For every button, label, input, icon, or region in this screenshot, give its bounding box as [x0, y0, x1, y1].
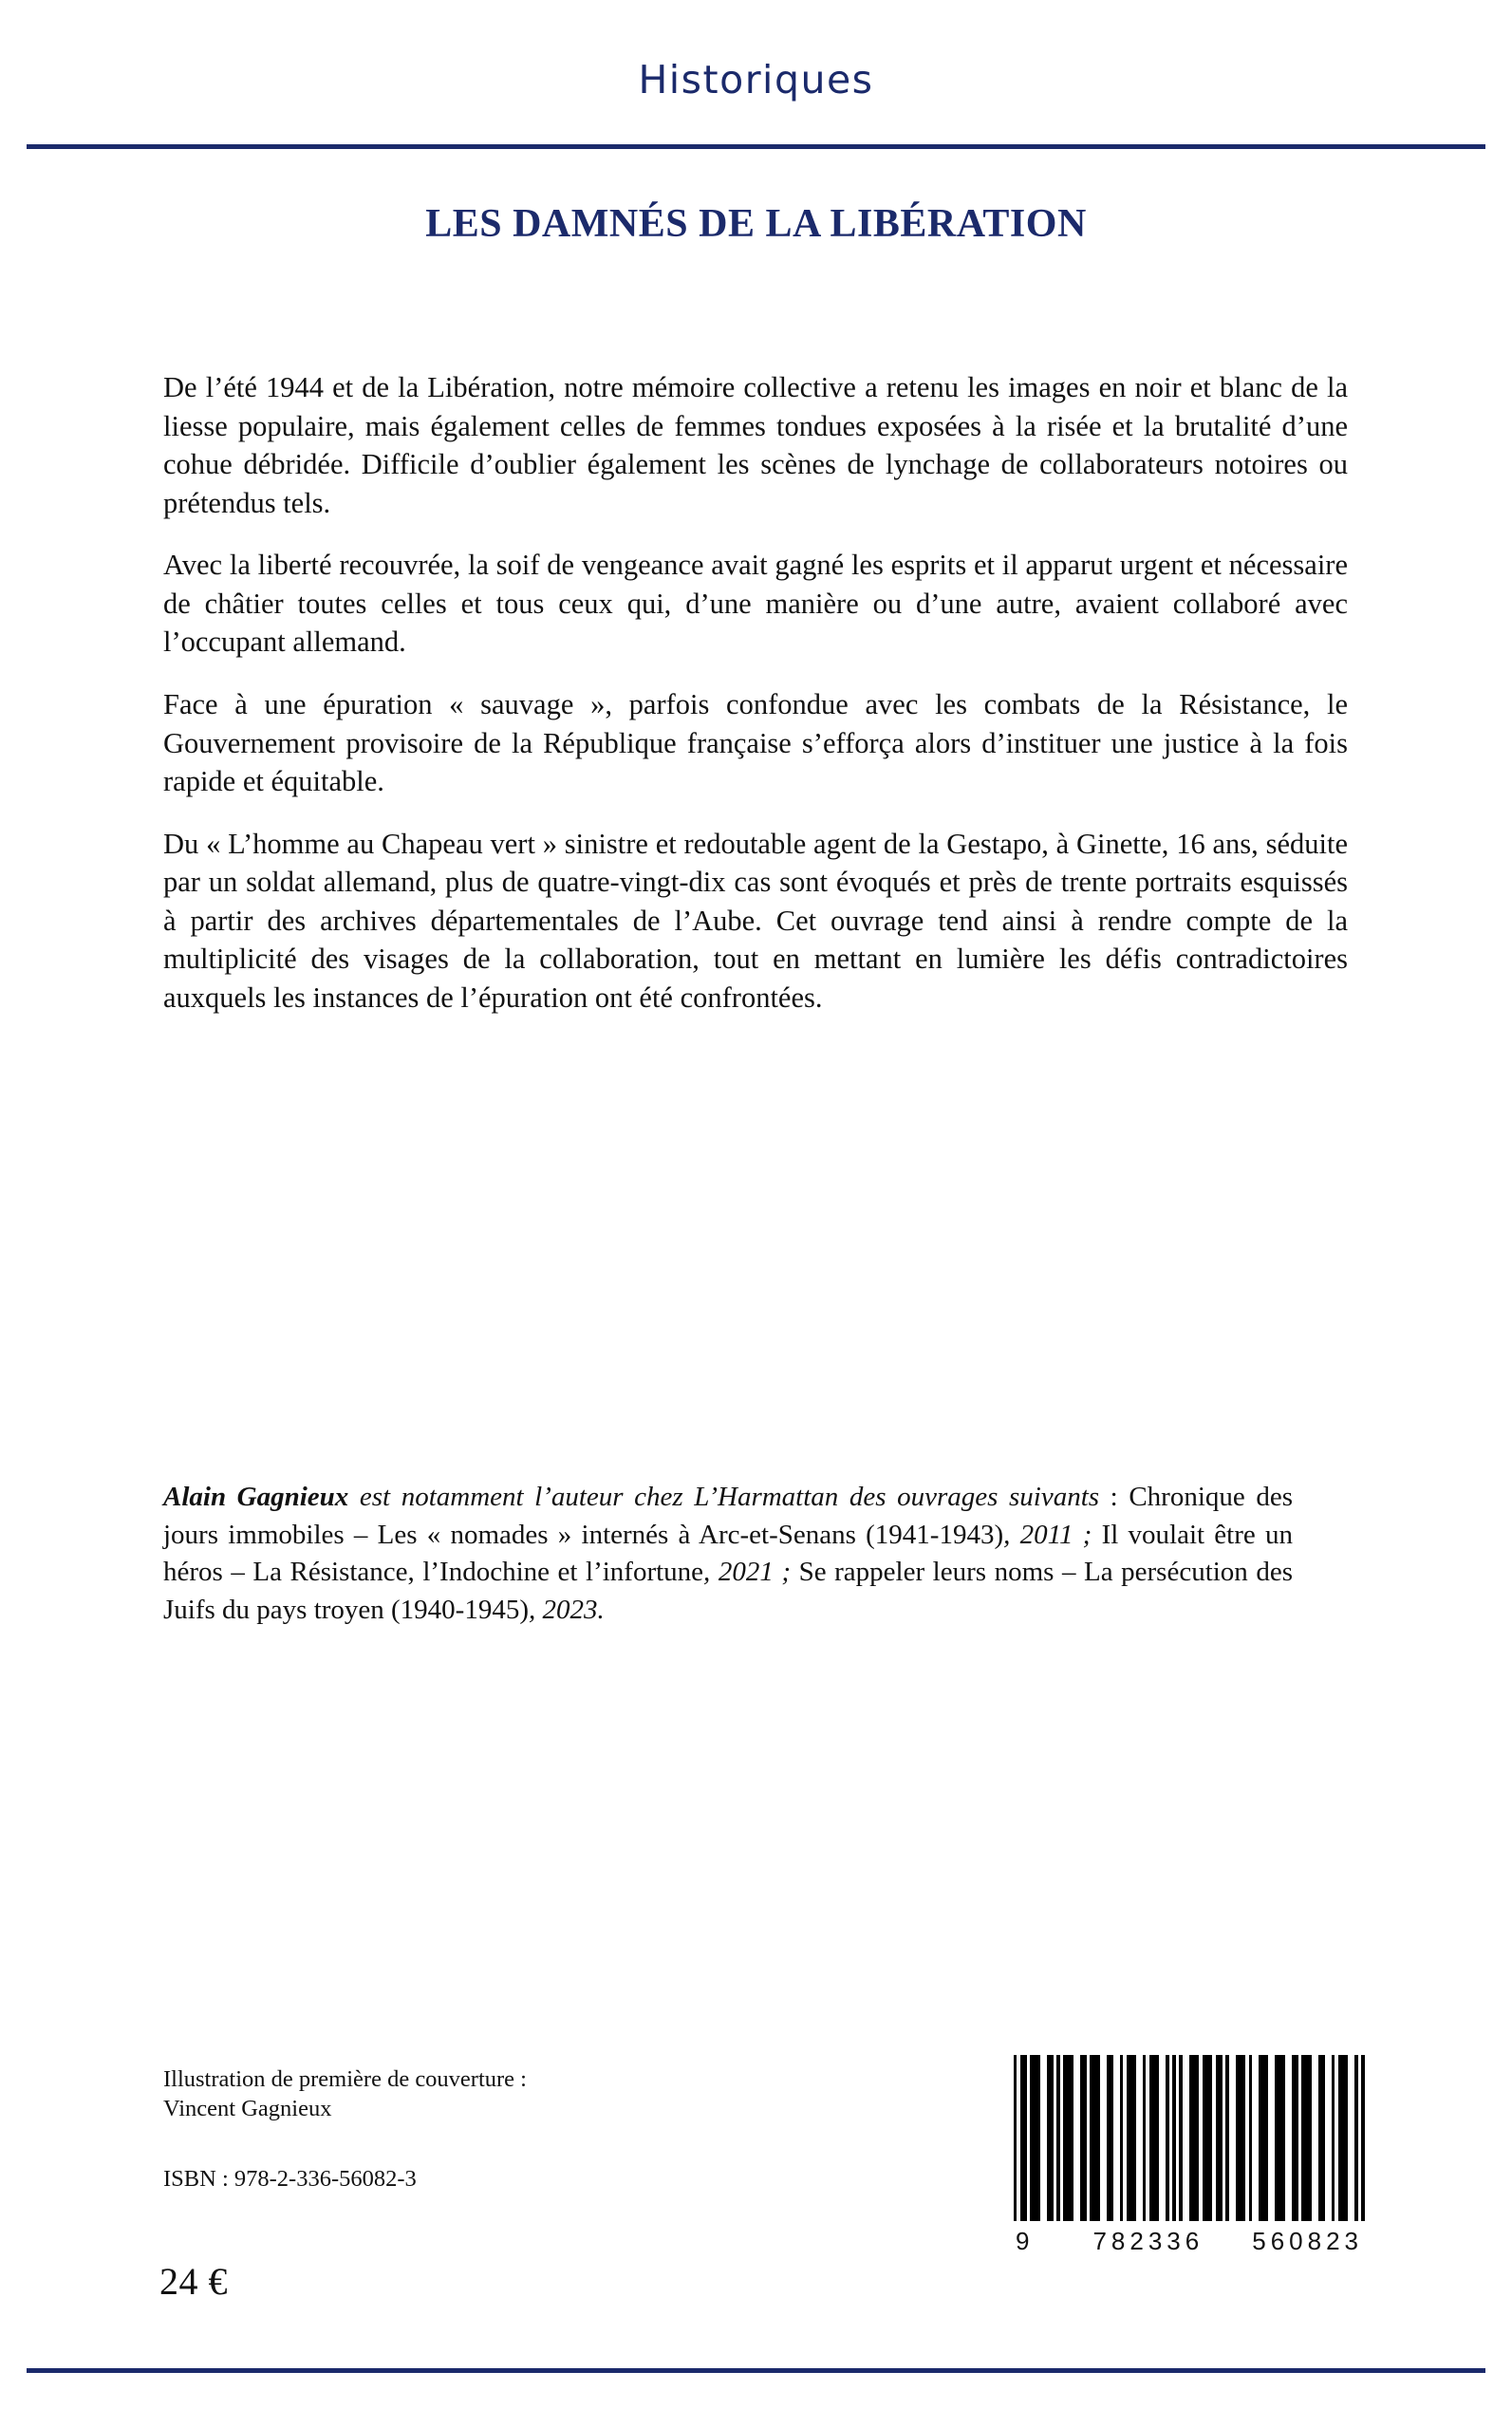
author-work-title: Se rappeler leurs noms – La persécution des Juifs du pays troyen (1940-1945): [163, 1557, 1294, 1626]
isbn-text: ISBN : 978-2-336-56082-3: [163, 2165, 417, 2192]
barcode-digits: [1014, 2227, 1365, 2256]
author-note-intro: est notamment l’auteur chez L’Harmattan des ouvrages suivants: [348, 1482, 1100, 1512]
top-rule: [27, 144, 1485, 149]
author-work-year: , 2011 ;: [1003, 1519, 1102, 1550]
blurb-paragraph: De l’été 1944 et de la Libération, notre mémoire collective a retenu les images en noir et blanc de la liesse populaire, mais également celles de femmes tondues exposées à la risée et la brutalité d’une cohue débridée. Difficile d’oublier également les scènes de lynchage de collaborateurs notoires ou prétendus tels.: [163, 371, 1348, 519]
price-text: 24 €: [159, 2260, 228, 2303]
author-work-title: Il voulait être un héros – La Résistance, l’Indochine et l’infortune: [163, 1519, 1293, 1588]
collection-title: Historiques: [638, 57, 874, 103]
author-note: [163, 1479, 1293, 1630]
author-name: Alain Gagnieux: [163, 1482, 349, 1512]
barcode-group-1: 782336: [1092, 2227, 1204, 2255]
blurb-paragraph: Du « L’homme au Chapeau vert » sinistre et redoutable agent de la Gestapo, à Ginette, 16 ans, séduite par un soldat allemand, plus de quatre-vingt-dix cas sont évoqués et près de trente portraits esquissés à partir des archives départementales de l’Aube. Cet ouvrage tend ainsi à rendre compte de la multiplicité des visages de la collaboration, tout en mettant en lumière les défis contradictoires auxquels les instances de l’épuration ont été confrontées.: [163, 827, 1348, 1014]
author-note-colon: :: [1099, 1482, 1129, 1512]
cover-credit-line-1: Illustration de première de couverture :: [163, 2066, 527, 2092]
footer-block: [163, 2064, 828, 2194]
barcode-bars: [1014, 2055, 1365, 2221]
author-work-year: , 2023.: [529, 1595, 605, 1626]
blurb-paragraph: Avec la liberté recouvrée, la soif de vengeance avait gagné les esprits et il apparut urgent et nécessaire de châtier toutes celles et tous ceux qui, d’une manière ou d’une autre, avaient collaboré avec l’occupant allemand.: [163, 549, 1348, 659]
barcode: [1014, 2055, 1365, 2256]
blurb-paragraph: Face à une épuration « sauvage », parfois confondue avec les combats de la Résistance, le Gouvernement provisoire de la République française s’efforça alors d’instituer une justice à la fois rapide et équitable.: [163, 687, 1348, 798]
barcode-group-2: 560823: [1252, 2227, 1363, 2255]
blurb-block: [163, 368, 1348, 1040]
cover-credit-line-2: Vincent Gagnieux: [163, 2096, 332, 2122]
author-work-year: , 2021 ;: [703, 1557, 799, 1588]
bottom-rule: [27, 2368, 1485, 2373]
barcode-lead-digit: 9: [1016, 2227, 1032, 2255]
author-work-title: Chronique des jours immobiles – Les « nomades » internés à Arc-et-Senans (1941-1943): [163, 1482, 1293, 1550]
page-title: LES DAMNÉS DE LA LIBÉRATION: [425, 202, 1087, 246]
